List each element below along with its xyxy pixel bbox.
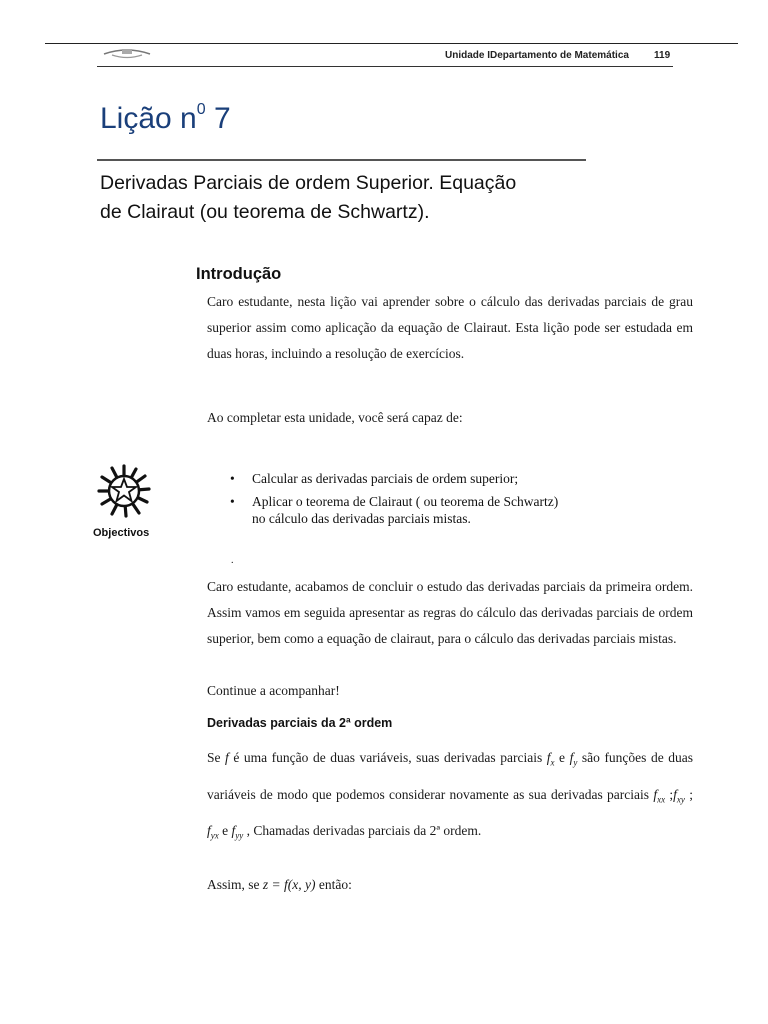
- math-fyy: $f_{yy}$: [231, 823, 244, 842]
- lesson-title-sup: 0: [196, 101, 206, 118]
- second-order-subheading: Derivadas parciais da 2ª ordem: [207, 716, 393, 730]
- intro-heading: Introdução: [196, 265, 282, 283]
- math-f: f: [225, 750, 229, 765]
- math-fy: $f_y$: [569, 750, 578, 768]
- header-rule: [97, 66, 673, 67]
- lesson-title: [100, 102, 231, 134]
- math-fxx: $f_{xx}$: [653, 786, 666, 805]
- lesson-title-number: 7: [205, 102, 231, 135]
- math-fx: $f_x$: [546, 750, 555, 768]
- title-rule: [97, 159, 586, 161]
- objectives-label: Objectivos: [93, 527, 150, 539]
- subtitle-line-2: de Clairaut (ou teorema de Schwartz).: [100, 201, 430, 223]
- body-paragraph-3: Se f é uma função de duas variáveis, suas derivadas parciais $f_x$ e $f_y$ são funções de duas variáveis de modo que podemos considerar novamente as sua derivadas parciais $f_{xx}$ $;f_{xy}$ ; $f_{yx}$ e $f_{yy}$ , Chamadas derivadas parciais da 2ª ordem.: [207, 750, 693, 842]
- objectives-list: [230, 470, 700, 533]
- body-paragraph-2: Continue a acompanhar!: [207, 683, 340, 698]
- subtitle-line-1: Derivadas Parciais de ordem Superior. Equação: [100, 172, 517, 194]
- intro-paragraph: Caro estudante, nesta lição vai aprender sobre o cálculo das derivadas parciais de grau superior assim como aplicação da equação de Clairaut. Esta lição pode ser estudada em duas horas, incluindo a resolução de exercícios.: [207, 294, 693, 361]
- lesson-title-main: Lição n: [100, 102, 197, 135]
- header-department: Unidade IDepartamento de Matemática: [445, 50, 629, 61]
- math-z-equals-f: z = f(x, y): [262, 877, 316, 892]
- university-logo-icon: [98, 44, 156, 60]
- math-fyx: $f_{yx}$: [207, 823, 219, 842]
- intro-lead-in: Ao completar esta unidade, você será capaz de:: [207, 410, 463, 425]
- stray-mark: .: [231, 555, 234, 566]
- lesson-subtitle: [100, 169, 600, 227]
- objective-item: • Aplicar o teorema de Clairaut ( ou teorema de Schwartz) no cálculo das derivadas parciais mistas.: [230, 493, 700, 527]
- body-paragraph-1: Caro estudante, acabamos de concluir o estudo das derivadas parciais da primeira ordem. Assim vamos em seguida apresentar as regras do cálculo das derivadas parciais de ordem superior, bem como a equação de clairaut, para o cálculo das derivadas parciais mistas.: [207, 579, 693, 646]
- header-page-number: 119: [654, 50, 671, 61]
- math-fxy: $f_{xy}$: [673, 786, 685, 805]
- objectives-star-icon: [96, 463, 152, 519]
- objective-item: • Calcular as derivadas parciais de ordem superior;: [230, 470, 700, 487]
- body-paragraph-4: Assim, se z = f(x, y) então:: [207, 877, 352, 892]
